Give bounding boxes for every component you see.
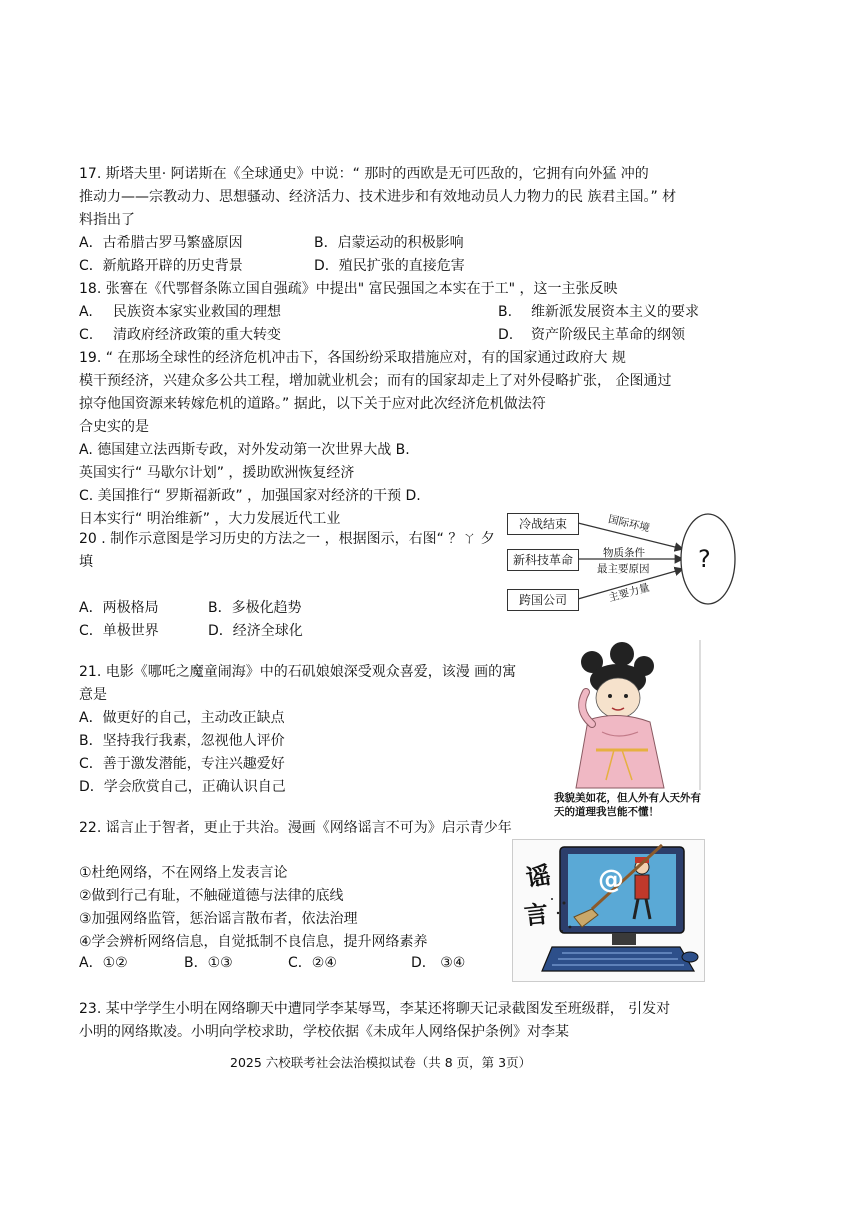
q17-option-b: B．启蒙运动的积极影响 — [314, 235, 464, 251]
q17-line-3: 料指出了 — [79, 212, 135, 228]
q20-line-1: 20 . 制作示意图是学习历史的方法之一 ，根据图示，右图“ ？ㄚ 夕 — [79, 531, 495, 547]
q21-option-d: D．学会欣赏自己，正确认识自己 — [79, 779, 286, 795]
q22-item-3: ③加强网络监管，惩治谣言散布者，依法治理 — [79, 911, 358, 927]
question-mark: ? — [698, 545, 711, 573]
q19-line-4: 合史实的是 — [79, 419, 149, 435]
q22-item-4: ④学会辨析网络信息，自觉抵制不良信息，提升网络素养 — [79, 934, 428, 950]
q21-option-c: C．善于激发潜能，专注兴趣爱好 — [79, 756, 285, 772]
q23-line-2: 小明的网络欺凌。小明向学校求助，学校依据《未成年人网络保护条例》对李某 — [79, 1024, 569, 1040]
q17-line-2: 推动力——宗教动力、思想骚动、经济活力、技术进步和有效地动员人力物力的民 族君主国。” 材 — [79, 189, 677, 205]
at-sign-icon: @ — [598, 865, 624, 895]
q18-option-c-letter: C. — [79, 327, 94, 343]
q21-option-a: A．做更好的自己，主动改正缺点 — [79, 710, 285, 726]
q22-option-c: C．②④ — [288, 955, 337, 971]
q20-line-2: 填 — [79, 554, 93, 570]
q19-line-2: 模干预经济，兴建众多公共工程，增加就业机会；而有的国家却走上了对外侵略扩张， 企图通过 — [79, 373, 672, 389]
q22-option-b: B．①③ — [184, 955, 233, 971]
q22-cartoon-char-1: 谣 — [524, 861, 553, 893]
q19-option-d: 日本实行“ 明治维新” ，大力发展近代工业 — [79, 511, 341, 527]
q23-line-1: 23. 某中学学生小明在网络聊天中遭同学李某辱骂，李某还将聊天记录截图发至班级群， 引发对 — [79, 1001, 671, 1017]
q17-option-c: C．新航路开辟的历史背景 — [79, 258, 243, 274]
q18-option-b-letter: B. — [498, 304, 513, 320]
q17-option-a: A．古希腊古罗马繁盛原因 — [79, 235, 243, 251]
label-international-environment: 国际环境 — [607, 513, 651, 535]
q18-option-a-letter: A. — [79, 304, 93, 320]
label-material-conditions: 物质条件 — [603, 547, 645, 559]
q21-cartoon-figure — [552, 640, 704, 790]
q20-option-b: B．多极化趋势 — [208, 600, 302, 616]
q20-diagram — [505, 507, 743, 617]
q19-option-b: 英国实行“ 马歇尔计划” ，援助欧洲恢复经济 — [79, 465, 355, 481]
q18-option-c: 清政府经济政策的重大转变 — [113, 327, 281, 343]
q21-option-b: B．坚持我行我素，忽视他人评价 — [79, 733, 285, 749]
box-multinational: 跨国公司 — [507, 589, 579, 611]
q20-option-d: D．经济全球化 — [208, 623, 303, 639]
q22-item-1: ①杜绝网络，不在网络上发表言论 — [79, 865, 288, 881]
q21-caption-line-2: 天的道理我岂能不懂！ — [554, 806, 659, 818]
page-footer: 2025 六校联考社会法治模拟试卷（共 8 页，第 3页） — [230, 1055, 532, 1070]
q22-item-2: ②做到行己有耻，不触碰道德与法律的底线 — [79, 888, 344, 904]
q19-option-a: A. 德国建立法西斯专政，对外发动第一次世界大战 B. — [79, 442, 410, 458]
q21-caption-line-1: 我貌美如花，但人外有人天外有 — [554, 792, 701, 804]
q18-option-d: 资产阶级民主革命的纲领 — [531, 327, 685, 343]
q22-stem: 22. 谣言止于智者，更止于共治。漫画《网络谣言不可为》启示青少年 — [79, 820, 512, 836]
box-cold-war-end: 冷战结束 — [507, 513, 579, 535]
q21-line-1: 21. 电影《哪吒之魔童闹海》中的石矶娘娘深受观众喜爱，该漫 画的寓 — [79, 664, 517, 680]
q22-cartoon — [512, 839, 705, 982]
box-tech-revolution: 新科技革命 — [507, 549, 579, 571]
q17-option-d: D．殖民扩张的直接危害 — [314, 258, 465, 274]
label-main-reason: 最主要原因 — [597, 563, 650, 575]
q19-line-3: 掠夺他国资源来转嫁危机的道路。” 据此，以下关于应对此次经济危机做法符 — [79, 396, 546, 412]
q20-option-c: C．单极世界 — [79, 623, 159, 639]
q22-cartoon-char-2: 言 — [522, 899, 550, 931]
q21-line-2: 意是 — [79, 687, 107, 703]
label-main-force: 主要力量 — [607, 581, 651, 605]
q22-option-d: D． ③④ — [411, 955, 466, 971]
q18-stem: 18. 张謇在《代鄂督条陈立国自强疏》中提出" 富民强国之本实在于工" ，这一主张反映 — [79, 281, 618, 297]
q18-option-d-letter: D. — [498, 327, 514, 343]
q21-cartoon — [552, 640, 704, 820]
q18-option-b: 维新派发展资本主义的要求 — [531, 304, 699, 320]
q19-line-1: 19. “ 在那场全球性的经济危机冲击下，各国纷纷采取措施应对，有的国家通过政府大 规 — [79, 350, 626, 366]
q18-option-a: 民族资本家实业救国的理想 — [113, 304, 281, 320]
q22-option-a: A．①② — [79, 955, 128, 971]
q20-option-a: A．两极格局 — [79, 600, 159, 616]
q19-option-c: C. 美国推行“ 罗斯福新政” ，加强国家对经济的干预 D. — [79, 488, 421, 504]
q17-line-1: 17. 斯塔夫里· 阿诺斯在《全球通史》中说：“ 那时的西欧是无可匹敌的，它拥有向外猛 冲的 — [79, 166, 649, 182]
